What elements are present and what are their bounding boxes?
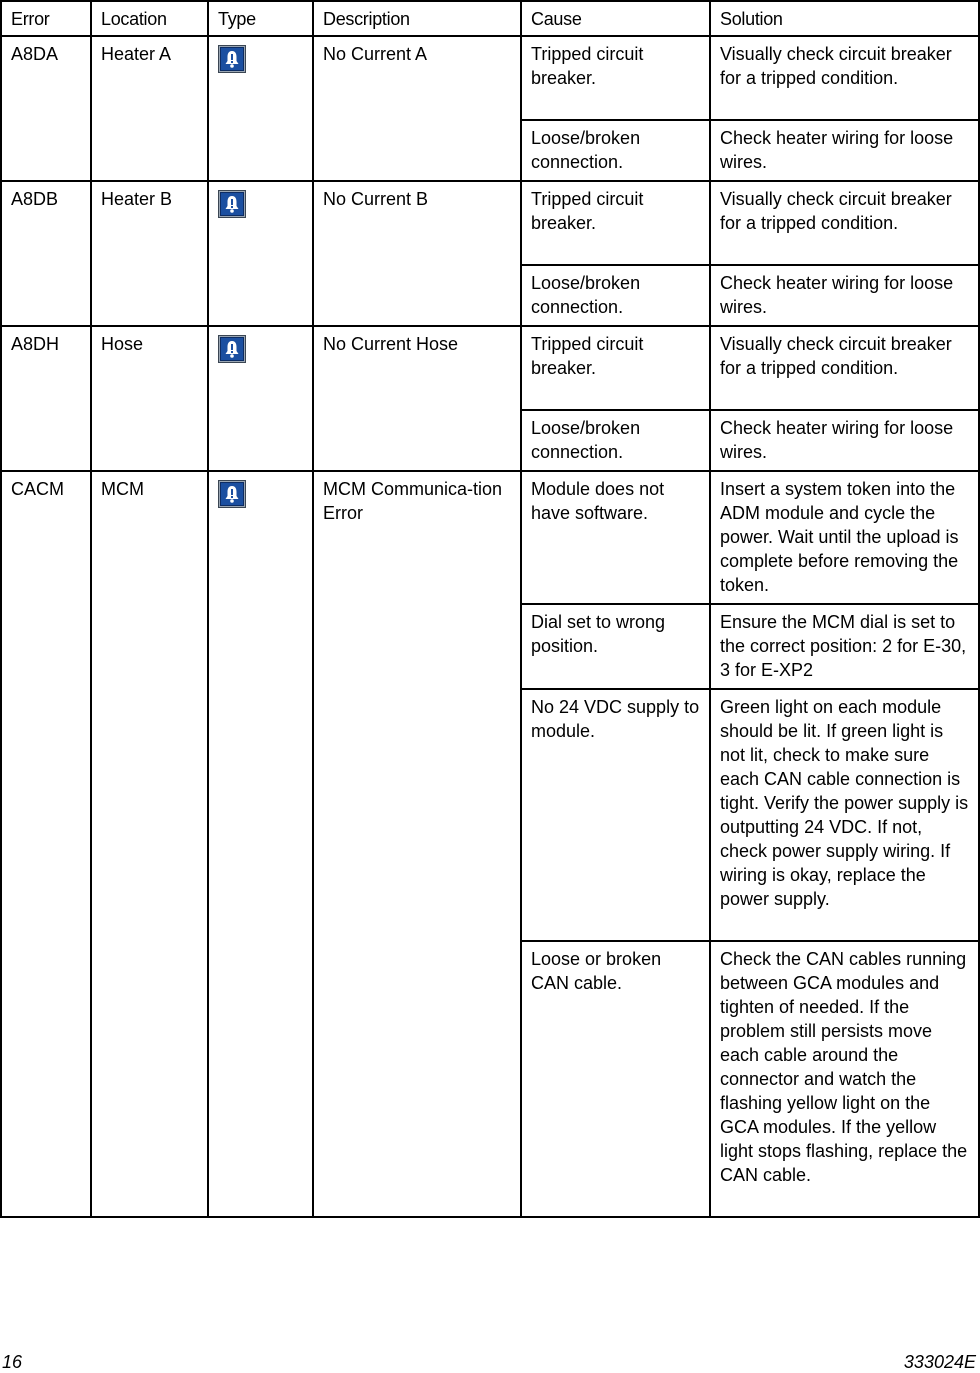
- error-solution: Green light on each module should be lit. If green light is not lit, check to make sure each CAN cable connection is tight. Verify the power supply is outputting 24 VDC. If not, check power supply wiring. If wiring is okay, replace the power supply.: [710, 689, 979, 941]
- alarm-bell-icon: [218, 190, 246, 218]
- header-description: Description: [313, 1, 521, 36]
- error-cause: Loose/broken connection.: [521, 265, 710, 326]
- error-solution: Visually check circuit breaker for a tripped condition.: [710, 36, 979, 120]
- error-cause: Module does not have software.: [521, 471, 710, 604]
- header-solution: Solution: [710, 1, 979, 36]
- error-code: A8DA: [1, 36, 91, 181]
- error-cause: Loose or broken CAN cable.: [521, 941, 710, 1217]
- error-solution: Ensure the MCM dial is set to the correct position: 2 for E-30, 3 for E-XP2: [710, 604, 979, 689]
- error-solution: Check heater wiring for loose wires.: [710, 410, 979, 471]
- error-location: Hose: [91, 326, 208, 471]
- header-cause: Cause: [521, 1, 710, 36]
- header-error: Error: [1, 1, 91, 36]
- error-location: Heater A: [91, 36, 208, 181]
- error-solution: Check heater wiring for loose wires.: [710, 265, 979, 326]
- alarm-bell-icon: [218, 480, 246, 508]
- table-header-row: [1, 1, 979, 36]
- error-code: A8DH: [1, 326, 91, 471]
- table-row: [1, 181, 979, 265]
- error-cause: Tripped circuit breaker.: [521, 36, 710, 120]
- error-solution: Visually check circuit breaker for a tripped condition.: [710, 326, 979, 410]
- error-cause: Loose/broken connection.: [521, 410, 710, 471]
- table-row: [1, 36, 979, 120]
- error-cause: Loose/broken connection.: [521, 120, 710, 181]
- alarm-bell-icon: [218, 335, 246, 363]
- error-location: Heater B: [91, 181, 208, 326]
- header-type: Type: [208, 1, 313, 36]
- error-cause: Tripped circuit breaker.: [521, 326, 710, 410]
- error-solution: Insert a system token into the ADM module and cycle the power. Wait until the upload is complete before removing the token.: [710, 471, 979, 604]
- error-cause: Tripped circuit breaker.: [521, 181, 710, 265]
- table-row: [1, 326, 979, 410]
- table-row: [1, 471, 979, 604]
- error-solution: Check heater wiring for loose wires.: [710, 120, 979, 181]
- error-type: [208, 181, 313, 326]
- error-description: MCM Communica-tion Error: [313, 471, 521, 1217]
- alarm-bell-icon: [218, 45, 246, 73]
- document-number: 333024E: [903, 1352, 976, 1372]
- error-solution: Check the CAN cables running between GCA modules and tighten of needed. If the problem still persists move each cable around the connector and watch the flashing yellow light on the GCA modules. If the yellow light stops flashing, replace the CAN cable.: [710, 941, 979, 1217]
- error-type: [208, 471, 313, 1217]
- error-location: MCM: [91, 471, 208, 1217]
- error-cause: Dial set to wrong position.: [521, 604, 710, 689]
- error-cause: No 24 VDC supply to module.: [521, 689, 710, 941]
- header-location: Location: [91, 1, 208, 36]
- error-description: No Current A: [313, 36, 521, 181]
- error-type: [208, 326, 313, 471]
- error-code: CACM: [1, 471, 91, 1217]
- error-solution: Visually check circuit breaker for a tripped condition.: [710, 181, 979, 265]
- error-description: No Current B: [313, 181, 521, 326]
- error-type: [208, 36, 313, 181]
- error-description: No Current Hose: [313, 326, 521, 471]
- error-code: A8DB: [1, 181, 91, 326]
- page-number: 16: [2, 1352, 23, 1372]
